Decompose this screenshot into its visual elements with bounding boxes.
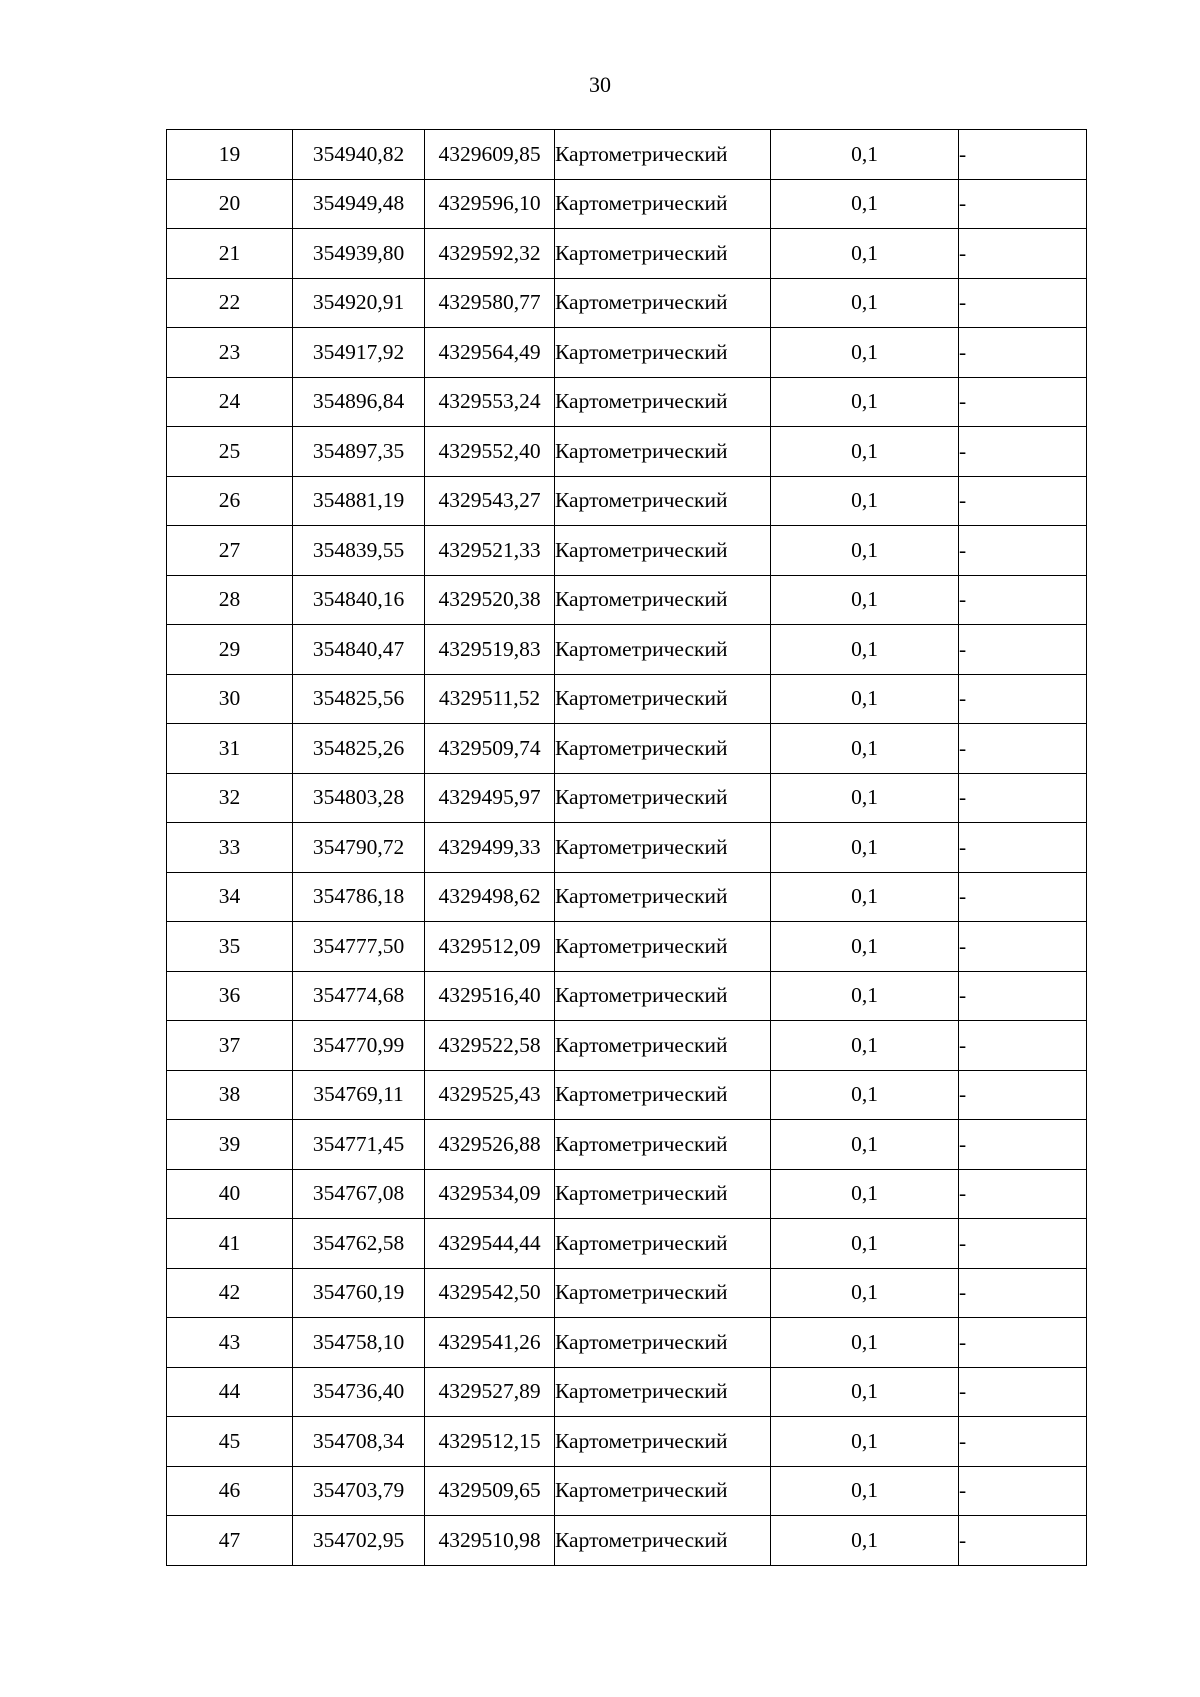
x-coordinate-cell: 354896,84 — [293, 377, 425, 427]
table-row — [167, 179, 1087, 229]
accuracy-cell: 0,1 — [771, 724, 959, 774]
method-cell: Картометрический — [555, 1120, 771, 1170]
accuracy-cell: 0,1 — [771, 1516, 959, 1566]
method-cell: Картометрический — [555, 1318, 771, 1368]
point-number-cell: 41 — [167, 1219, 293, 1269]
page-number: 30 — [589, 72, 611, 97]
accuracy-cell: 0,1 — [771, 179, 959, 229]
description-cell: - — [959, 1466, 1087, 1516]
method-cell: Картометрический — [555, 179, 771, 229]
y-coordinate-cell: 4329511,52 — [425, 674, 555, 724]
method-cell: Картометрический — [555, 1021, 771, 1071]
y-coordinate-cell: 4329512,15 — [425, 1417, 555, 1467]
accuracy-cell: 0,1 — [771, 328, 959, 378]
accuracy-cell: 0,1 — [771, 1169, 959, 1219]
table-row — [167, 625, 1087, 675]
y-coordinate-cell: 4329564,49 — [425, 328, 555, 378]
method-cell: Картометрический — [555, 427, 771, 477]
y-coordinate-cell: 4329521,33 — [425, 526, 555, 576]
y-coordinate-cell: 4329542,50 — [425, 1268, 555, 1318]
method-cell: Картометрический — [555, 1367, 771, 1417]
description-cell: - — [959, 1070, 1087, 1120]
description-cell: - — [959, 179, 1087, 229]
point-number-cell: 34 — [167, 872, 293, 922]
description-cell: - — [959, 1169, 1087, 1219]
x-coordinate-cell: 354840,47 — [293, 625, 425, 675]
table-row — [167, 229, 1087, 279]
accuracy-cell: 0,1 — [771, 625, 959, 675]
y-coordinate-cell: 4329592,32 — [425, 229, 555, 279]
x-coordinate-cell: 354920,91 — [293, 278, 425, 328]
y-coordinate-cell: 4329527,89 — [425, 1367, 555, 1417]
point-number-cell: 38 — [167, 1070, 293, 1120]
accuracy-cell: 0,1 — [771, 1367, 959, 1417]
coordinates-table-body — [167, 130, 1087, 1566]
point-number-cell: 36 — [167, 971, 293, 1021]
method-cell: Картометрический — [555, 377, 771, 427]
table-row — [167, 575, 1087, 625]
method-cell: Картометрический — [555, 872, 771, 922]
y-coordinate-cell: 4329512,09 — [425, 922, 555, 972]
description-cell: - — [959, 1367, 1087, 1417]
description-cell: - — [959, 130, 1087, 180]
description-cell: - — [959, 377, 1087, 427]
table-row — [167, 476, 1087, 526]
y-coordinate-cell: 4329596,10 — [425, 179, 555, 229]
y-coordinate-cell: 4329498,62 — [425, 872, 555, 922]
accuracy-cell: 0,1 — [771, 377, 959, 427]
description-cell: - — [959, 922, 1087, 972]
point-number-cell: 45 — [167, 1417, 293, 1467]
method-cell: Картометрический — [555, 476, 771, 526]
point-number-cell: 35 — [167, 922, 293, 972]
x-coordinate-cell: 354769,11 — [293, 1070, 425, 1120]
description-cell: - — [959, 872, 1087, 922]
table-row — [167, 1516, 1087, 1566]
description-cell: - — [959, 971, 1087, 1021]
method-cell: Картометрический — [555, 625, 771, 675]
description-cell: - — [959, 526, 1087, 576]
method-cell: Картометрический — [555, 674, 771, 724]
point-number-cell: 28 — [167, 575, 293, 625]
y-coordinate-cell: 4329516,40 — [425, 971, 555, 1021]
accuracy-cell: 0,1 — [771, 476, 959, 526]
x-coordinate-cell: 354825,26 — [293, 724, 425, 774]
point-number-cell: 26 — [167, 476, 293, 526]
x-coordinate-cell: 354839,55 — [293, 526, 425, 576]
method-cell: Картометрический — [555, 1466, 771, 1516]
description-cell: - — [959, 427, 1087, 477]
table-row — [167, 773, 1087, 823]
table-row — [167, 1318, 1087, 1368]
method-cell: Картометрический — [555, 526, 771, 576]
point-number-cell: 43 — [167, 1318, 293, 1368]
point-number-cell: 40 — [167, 1169, 293, 1219]
x-coordinate-cell: 354736,40 — [293, 1367, 425, 1417]
accuracy-cell: 0,1 — [771, 872, 959, 922]
method-cell: Картометрический — [555, 773, 771, 823]
accuracy-cell: 0,1 — [771, 1219, 959, 1269]
point-number-cell: 30 — [167, 674, 293, 724]
description-cell: - — [959, 278, 1087, 328]
table-row — [167, 278, 1087, 328]
table-row — [167, 427, 1087, 477]
point-number-cell: 29 — [167, 625, 293, 675]
accuracy-cell: 0,1 — [771, 1070, 959, 1120]
y-coordinate-cell: 4329543,27 — [425, 476, 555, 526]
x-coordinate-cell: 354790,72 — [293, 823, 425, 873]
accuracy-cell: 0,1 — [771, 674, 959, 724]
description-cell: - — [959, 773, 1087, 823]
table-row — [167, 1021, 1087, 1071]
x-coordinate-cell: 354767,08 — [293, 1169, 425, 1219]
method-cell: Картометрический — [555, 1169, 771, 1219]
description-cell: - — [959, 229, 1087, 279]
table-row — [167, 130, 1087, 180]
table-row — [167, 1417, 1087, 1467]
accuracy-cell: 0,1 — [771, 427, 959, 477]
accuracy-cell: 0,1 — [771, 1120, 959, 1170]
x-coordinate-cell: 354939,80 — [293, 229, 425, 279]
table-row — [167, 1169, 1087, 1219]
description-cell: - — [959, 575, 1087, 625]
x-coordinate-cell: 354825,56 — [293, 674, 425, 724]
y-coordinate-cell: 4329526,88 — [425, 1120, 555, 1170]
method-cell: Картометрический — [555, 1516, 771, 1566]
point-number-cell: 24 — [167, 377, 293, 427]
x-coordinate-cell: 354786,18 — [293, 872, 425, 922]
point-number-cell: 37 — [167, 1021, 293, 1071]
y-coordinate-cell: 4329580,77 — [425, 278, 555, 328]
y-coordinate-cell: 4329609,85 — [425, 130, 555, 180]
description-cell: - — [959, 674, 1087, 724]
method-cell: Картометрический — [555, 575, 771, 625]
table-row — [167, 1219, 1087, 1269]
y-coordinate-cell: 4329541,26 — [425, 1318, 555, 1368]
method-cell: Картометрический — [555, 1070, 771, 1120]
point-number-cell: 20 — [167, 179, 293, 229]
accuracy-cell: 0,1 — [771, 1268, 959, 1318]
accuracy-cell: 0,1 — [771, 526, 959, 576]
table-row — [167, 922, 1087, 972]
description-cell: - — [959, 1516, 1087, 1566]
point-number-cell: 21 — [167, 229, 293, 279]
accuracy-cell: 0,1 — [771, 1318, 959, 1368]
point-number-cell: 25 — [167, 427, 293, 477]
point-number-cell: 23 — [167, 328, 293, 378]
y-coordinate-cell: 4329553,24 — [425, 377, 555, 427]
accuracy-cell: 0,1 — [771, 922, 959, 972]
point-number-cell: 32 — [167, 773, 293, 823]
table-row — [167, 377, 1087, 427]
method-cell: Картометрический — [555, 971, 771, 1021]
description-cell: - — [959, 1219, 1087, 1269]
x-coordinate-cell: 354949,48 — [293, 179, 425, 229]
x-coordinate-cell: 354774,68 — [293, 971, 425, 1021]
method-cell: Картометрический — [555, 278, 771, 328]
x-coordinate-cell: 354940,82 — [293, 130, 425, 180]
point-number-cell: 33 — [167, 823, 293, 873]
x-coordinate-cell: 354760,19 — [293, 1268, 425, 1318]
y-coordinate-cell: 4329552,40 — [425, 427, 555, 477]
method-cell: Картометрический — [555, 1417, 771, 1467]
x-coordinate-cell: 354803,28 — [293, 773, 425, 823]
point-number-cell: 44 — [167, 1367, 293, 1417]
point-number-cell: 47 — [167, 1516, 293, 1566]
table-row — [167, 971, 1087, 1021]
table-row — [167, 1070, 1087, 1120]
accuracy-cell: 0,1 — [771, 229, 959, 279]
table-row — [167, 1268, 1087, 1318]
x-coordinate-cell: 354770,99 — [293, 1021, 425, 1071]
table-row — [167, 1367, 1087, 1417]
method-cell: Картометрический — [555, 1219, 771, 1269]
y-coordinate-cell: 4329495,97 — [425, 773, 555, 823]
x-coordinate-cell: 354777,50 — [293, 922, 425, 972]
description-cell: - — [959, 1318, 1087, 1368]
table-row — [167, 328, 1087, 378]
x-coordinate-cell: 354708,34 — [293, 1417, 425, 1467]
method-cell: Картометрический — [555, 724, 771, 774]
method-cell: Картометрический — [555, 1268, 771, 1318]
x-coordinate-cell: 354840,16 — [293, 575, 425, 625]
y-coordinate-cell: 4329499,33 — [425, 823, 555, 873]
method-cell: Картометрический — [555, 922, 771, 972]
table-row — [167, 724, 1087, 774]
table-row — [167, 526, 1087, 576]
x-coordinate-cell: 354897,35 — [293, 427, 425, 477]
accuracy-cell: 0,1 — [771, 1466, 959, 1516]
y-coordinate-cell: 4329509,74 — [425, 724, 555, 774]
method-cell: Картометрический — [555, 229, 771, 279]
y-coordinate-cell: 4329510,98 — [425, 1516, 555, 1566]
description-cell: - — [959, 1120, 1087, 1170]
accuracy-cell: 0,1 — [771, 278, 959, 328]
coordinates-table — [166, 129, 1087, 1566]
point-number-cell: 46 — [167, 1466, 293, 1516]
point-number-cell: 31 — [167, 724, 293, 774]
description-cell: - — [959, 1268, 1087, 1318]
y-coordinate-cell: 4329520,38 — [425, 575, 555, 625]
x-coordinate-cell: 354881,19 — [293, 476, 425, 526]
accuracy-cell: 0,1 — [771, 823, 959, 873]
x-coordinate-cell: 354703,79 — [293, 1466, 425, 1516]
accuracy-cell: 0,1 — [771, 575, 959, 625]
point-number-cell: 42 — [167, 1268, 293, 1318]
description-cell: - — [959, 1021, 1087, 1071]
x-coordinate-cell: 354917,92 — [293, 328, 425, 378]
accuracy-cell: 0,1 — [771, 1021, 959, 1071]
y-coordinate-cell: 4329525,43 — [425, 1070, 555, 1120]
description-cell: - — [959, 823, 1087, 873]
y-coordinate-cell: 4329509,65 — [425, 1466, 555, 1516]
table-row — [167, 674, 1087, 724]
description-cell: - — [959, 724, 1087, 774]
accuracy-cell: 0,1 — [771, 971, 959, 1021]
x-coordinate-cell: 354771,45 — [293, 1120, 425, 1170]
description-cell: - — [959, 328, 1087, 378]
x-coordinate-cell: 354762,58 — [293, 1219, 425, 1269]
table-row — [167, 823, 1087, 873]
x-coordinate-cell: 354702,95 — [293, 1516, 425, 1566]
method-cell: Картометрический — [555, 823, 771, 873]
method-cell: Картометрический — [555, 130, 771, 180]
y-coordinate-cell: 4329544,44 — [425, 1219, 555, 1269]
method-cell: Картометрический — [555, 328, 771, 378]
accuracy-cell: 0,1 — [771, 1417, 959, 1467]
point-number-cell: 27 — [167, 526, 293, 576]
table-row — [167, 1120, 1087, 1170]
description-cell: - — [959, 476, 1087, 526]
point-number-cell: 22 — [167, 278, 293, 328]
y-coordinate-cell: 4329534,09 — [425, 1169, 555, 1219]
point-number-cell: 19 — [167, 130, 293, 180]
y-coordinate-cell: 4329522,58 — [425, 1021, 555, 1071]
description-cell: - — [959, 1417, 1087, 1467]
y-coordinate-cell: 4329519,83 — [425, 625, 555, 675]
description-cell: - — [959, 625, 1087, 675]
table-row — [167, 872, 1087, 922]
table-row — [167, 1466, 1087, 1516]
point-number-cell: 39 — [167, 1120, 293, 1170]
accuracy-cell: 0,1 — [771, 773, 959, 823]
accuracy-cell: 0,1 — [771, 130, 959, 180]
x-coordinate-cell: 354758,10 — [293, 1318, 425, 1368]
